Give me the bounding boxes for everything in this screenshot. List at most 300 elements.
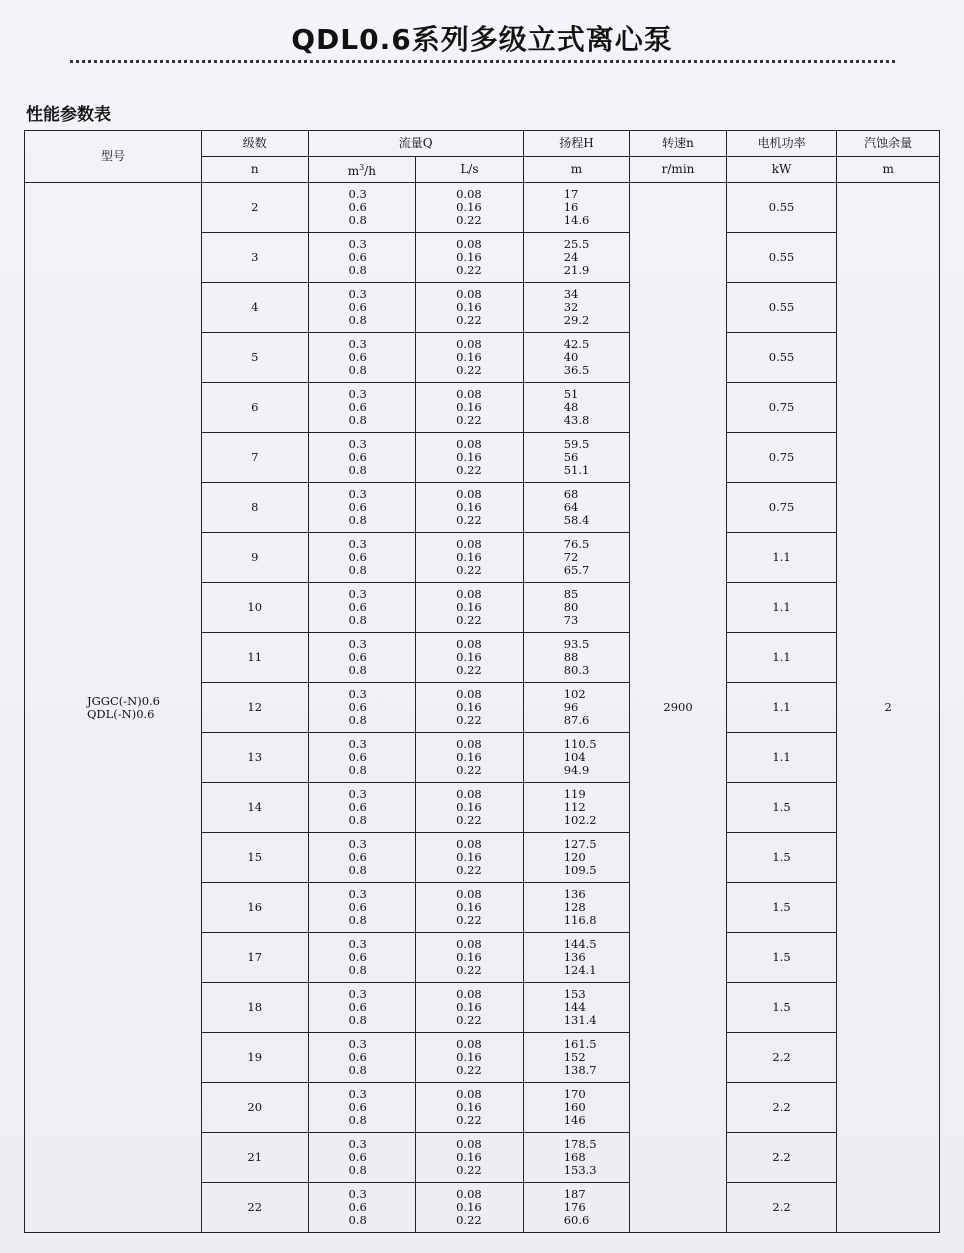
cell-value: 36.5 — [563, 363, 590, 377]
cell-value: 102.2 — [563, 813, 597, 827]
cell-value: 0.08 — [456, 687, 482, 701]
flow-ls-cell — [416, 533, 524, 583]
flow-m3h-cell — [308, 633, 416, 683]
flow-m3h-cell — [308, 833, 416, 883]
cell-value: 160 — [563, 1100, 586, 1114]
stages-cell: 12 — [201, 683, 308, 733]
head-cell — [523, 433, 630, 483]
cell-value: 0.6 — [348, 300, 367, 314]
cell-value: 0.22 — [456, 1013, 482, 1027]
flow-m3h-cell — [308, 1033, 416, 1083]
cell-value: 0.22 — [456, 713, 482, 727]
stages-cell: 8 — [201, 483, 308, 533]
cell-value: 0.08 — [456, 987, 482, 1001]
head-cell — [523, 1083, 630, 1133]
cell-value: 0.16 — [456, 450, 482, 464]
cell-value: 0.16 — [456, 950, 482, 964]
stages-cell: 7 — [201, 433, 308, 483]
flow-m3h-cell — [308, 433, 416, 483]
flow-m3h-cell — [308, 933, 416, 983]
stages-cell: 2 — [201, 183, 308, 233]
cell-value: 21.9 — [563, 263, 590, 277]
cell-value: 0.08 — [456, 637, 482, 651]
cell-value: 0.22 — [456, 913, 482, 927]
power-cell: 0.55 — [726, 283, 837, 333]
power-cell: 0.55 — [726, 183, 837, 233]
unit-flow-m3h: $m^3/h$ — [308, 157, 416, 183]
cell-value: 0.16 — [456, 1150, 482, 1164]
cell-value: 0.6 — [348, 850, 367, 864]
power-cell: 0.55 — [726, 333, 837, 383]
cell-value: 136 — [563, 950, 586, 964]
cell-value: 0.6 — [348, 1200, 367, 1214]
cell-value: 0.16 — [456, 1000, 482, 1014]
cell-value: 0.08 — [456, 937, 482, 951]
cell-value: 0.3 — [348, 537, 367, 551]
cell-value: 0.3 — [348, 987, 367, 1001]
cell-value: 178.5 — [563, 1137, 597, 1151]
cell-value: 0.16 — [456, 900, 482, 914]
cell-value: 0.08 — [456, 587, 482, 601]
flow-ls-cell — [416, 1183, 524, 1233]
unit-speed: r/min — [630, 157, 727, 183]
cell-value: 146 — [563, 1113, 586, 1127]
cell-value: 102 — [563, 687, 586, 701]
cell-value: 0.22 — [456, 513, 482, 527]
cell-value: 88 — [563, 650, 579, 664]
cell-value: 0.16 — [456, 600, 482, 614]
head-cell — [523, 583, 630, 633]
cell-value: 127.5 — [563, 837, 597, 851]
cell-value: 0.22 — [456, 363, 482, 377]
cell-value: 128 — [563, 900, 586, 914]
head-cell — [523, 233, 630, 283]
flow-ls-cell — [416, 783, 524, 833]
cell-value: 0.6 — [348, 600, 367, 614]
stages-cell: 16 — [201, 883, 308, 933]
cell-value: 0.6 — [348, 950, 367, 964]
cell-value: 0.16 — [456, 850, 482, 864]
dotted-divider — [70, 60, 895, 67]
cell-value: 64 — [563, 500, 579, 514]
cell-value: 0.6 — [348, 1100, 367, 1114]
flow-m3h-cell — [308, 683, 416, 733]
model-cell — [25, 183, 202, 1233]
power-cell: 0.75 — [726, 433, 837, 483]
table-caption: 性能参数表 — [26, 105, 111, 125]
cell-value: 0.3 — [348, 637, 367, 651]
cell-value: 0.22 — [456, 263, 482, 277]
flow-m3h-cell — [308, 333, 416, 383]
cell-value: 0.22 — [456, 863, 482, 877]
cell-value: 104 — [563, 750, 586, 764]
cell-value: 0.8 — [348, 863, 367, 877]
unit-npsh: m — [837, 157, 940, 183]
cell-value: 0.08 — [456, 537, 482, 551]
cell-value: 0.3 — [348, 237, 367, 251]
head-cell — [523, 633, 630, 683]
cell-value: 0.8 — [348, 1063, 367, 1077]
cell-value: 0.08 — [456, 337, 482, 351]
cell-value: 0.3 — [348, 587, 367, 601]
header-speed: 转速n — [630, 131, 727, 157]
flow-m3h-cell — [308, 1083, 416, 1133]
power-cell: 1.1 — [726, 733, 837, 783]
cell-value: 0.8 — [348, 463, 367, 477]
cell-value: 0.3 — [348, 1087, 367, 1101]
head-cell — [523, 833, 630, 883]
cell-value: 119 — [563, 787, 586, 801]
flow-m3h-cell — [308, 783, 416, 833]
cell-value: 0.3 — [348, 487, 367, 501]
cell-value: 144 — [563, 1000, 586, 1014]
stages-cell: 17 — [201, 933, 308, 983]
flow-ls-cell — [416, 183, 524, 233]
cell-value: 0.6 — [348, 1000, 367, 1014]
cell-value: 0.8 — [348, 663, 367, 677]
cell-value: 87.6 — [563, 713, 590, 727]
cell-value: 0.08 — [456, 287, 482, 301]
header-head: 扬程H — [523, 131, 630, 157]
flow-ls-cell — [416, 233, 524, 283]
cell-value: 0.8 — [348, 513, 367, 527]
flow-m3h-cell — [308, 483, 416, 533]
cell-value: 0.22 — [456, 663, 482, 677]
cell-value: 48 — [563, 400, 579, 414]
flow-m3h-cell — [308, 733, 416, 783]
flow-ls-cell — [416, 733, 524, 783]
cell-value: 0.22 — [456, 413, 482, 427]
flow-ls-cell — [416, 583, 524, 633]
header-model: 型号 — [25, 131, 202, 183]
head-cell — [523, 683, 630, 733]
cell-value: 120 — [563, 850, 586, 864]
cell-value: 0.8 — [348, 963, 367, 977]
power-cell: 2.2 — [726, 1183, 837, 1233]
cell-value: 110.5 — [563, 737, 597, 751]
flow-m3h-cell — [308, 383, 416, 433]
cell-value: 0.08 — [456, 1187, 482, 1201]
cell-value: 0.22 — [456, 463, 482, 477]
stages-cell: 15 — [201, 833, 308, 883]
cell-value: 59.5 — [563, 437, 590, 451]
cell-value: 0.8 — [348, 613, 367, 627]
stages-cell: 5 — [201, 333, 308, 383]
power-cell: 1.5 — [726, 983, 837, 1033]
cell-value: 24 — [563, 250, 579, 264]
cell-value: 0.6 — [348, 750, 367, 764]
header-stages: 级数 — [201, 131, 308, 157]
head-cell — [523, 1133, 630, 1183]
head-cell — [523, 333, 630, 383]
flow-m3h-cell — [308, 233, 416, 283]
cell-value: 0.22 — [456, 1063, 482, 1077]
cell-value: 161.5 — [563, 1037, 597, 1051]
flow-ls-cell — [416, 683, 524, 733]
flow-ls-cell — [416, 833, 524, 883]
cell-value: 0.22 — [456, 813, 482, 827]
cell-value: 0.6 — [348, 550, 367, 564]
cell-value: 0.8 — [348, 713, 367, 727]
cell-value: 34 — [563, 287, 579, 301]
cell-value: 0.6 — [348, 500, 367, 514]
flow-ls-cell — [416, 883, 524, 933]
flow-m3h-cell — [308, 1183, 416, 1233]
power-cell: 0.75 — [726, 383, 837, 433]
cell-value: 25.5 — [563, 237, 590, 251]
cell-value: 0.16 — [456, 1100, 482, 1114]
cell-value: 0.3 — [348, 837, 367, 851]
flow-ls-cell — [416, 633, 524, 683]
cell-value: 32 — [563, 300, 579, 314]
cell-value: 80 — [563, 600, 579, 614]
cell-value: 0.16 — [456, 800, 482, 814]
stages-cell: 22 — [201, 1183, 308, 1233]
cell-value: 0.8 — [348, 763, 367, 777]
cell-value: 0.6 — [348, 200, 367, 214]
cell-value: 0.3 — [348, 937, 367, 951]
cell-value: 0.6 — [348, 1050, 367, 1064]
cell-value: 0.22 — [456, 963, 482, 977]
cell-value: 187 — [563, 1187, 586, 1201]
power-cell: 0.55 — [726, 233, 837, 283]
cell-value: 17 — [563, 187, 579, 201]
cell-value: 109.5 — [563, 863, 597, 877]
cell-value: 58.4 — [563, 513, 590, 527]
cell-value: 0.16 — [456, 650, 482, 664]
cell-value: 0.8 — [348, 913, 367, 927]
head-cell — [523, 1183, 630, 1233]
head-cell — [523, 933, 630, 983]
cell-value: 0.6 — [348, 350, 367, 364]
flow-m3h-cell — [308, 983, 416, 1033]
flow-m3h-cell — [308, 883, 416, 933]
cell-value: 0.8 — [348, 263, 367, 277]
cell-value: 0.3 — [348, 787, 367, 801]
flow-m3h-cell — [308, 183, 416, 233]
flow-ls-cell — [416, 983, 524, 1033]
cell-value: 56 — [563, 450, 579, 464]
cell-value: 0.6 — [348, 700, 367, 714]
cell-value: 76.5 — [563, 537, 590, 551]
cell-value: 131.4 — [563, 1013, 597, 1027]
cell-value: 42.5 — [563, 337, 590, 351]
flow-m3h-cell — [308, 533, 416, 583]
cell-value: 0.08 — [456, 237, 482, 251]
power-cell: 1.5 — [726, 933, 837, 983]
stages-cell: 6 — [201, 383, 308, 433]
cell-value: 0.16 — [456, 200, 482, 214]
cell-value: 124.1 — [563, 963, 597, 977]
flow-m3h-cell — [308, 583, 416, 633]
cell-value: 112 — [563, 800, 586, 814]
cell-value: 0.16 — [456, 700, 482, 714]
cell-value: 0.08 — [456, 1137, 482, 1151]
cell-value: 0.6 — [348, 250, 367, 264]
cell-value: 168 — [563, 1150, 586, 1164]
cell-value: 43.8 — [563, 413, 590, 427]
performance-table — [24, 130, 940, 1233]
cell-value: 0.08 — [456, 887, 482, 901]
stages-cell: 13 — [201, 733, 308, 783]
cell-value: 0.22 — [456, 613, 482, 627]
unit-stages: n — [201, 157, 308, 183]
cell-value: 0.08 — [456, 387, 482, 401]
cell-value: 0.16 — [456, 400, 482, 414]
cell-value: 0.8 — [348, 1163, 367, 1177]
cell-value: 144.5 — [563, 937, 597, 951]
cell-value: 0.6 — [348, 450, 367, 464]
power-cell: 1.1 — [726, 583, 837, 633]
head-cell — [523, 733, 630, 783]
cell-value: 0.6 — [348, 800, 367, 814]
cell-value: 0.8 — [348, 813, 367, 827]
cell-value: 0.08 — [456, 187, 482, 201]
cell-value: 0.8 — [348, 563, 367, 577]
power-cell: 1.1 — [726, 633, 837, 683]
power-cell: 1.5 — [726, 783, 837, 833]
power-cell: 2.2 — [726, 1083, 837, 1133]
header-npsh: 汽蚀余量 — [837, 131, 940, 157]
cell-value: 0.08 — [456, 437, 482, 451]
cell-value: 0.16 — [456, 750, 482, 764]
flow-m3h-cell — [308, 1133, 416, 1183]
flow-ls-cell — [416, 1033, 524, 1083]
page-title: QDL0.6系列多级立式离心泵 — [291, 23, 673, 56]
cell-value: 152 — [563, 1050, 586, 1064]
head-cell — [523, 1033, 630, 1083]
cell-value: 0.22 — [456, 1213, 482, 1227]
power-cell: 1.1 — [726, 683, 837, 733]
head-cell — [523, 883, 630, 933]
cell-value: 170 — [563, 1087, 586, 1101]
cell-value: 176 — [563, 1200, 586, 1214]
cell-value: 68 — [563, 487, 579, 501]
unit-head: m — [523, 157, 630, 183]
head-cell — [523, 383, 630, 433]
cell-value: 0.8 — [348, 1113, 367, 1127]
cell-value: 0.22 — [456, 1113, 482, 1127]
cell-value: 0.6 — [348, 650, 367, 664]
power-cell: 0.75 — [726, 483, 837, 533]
cell-value: 0.8 — [348, 213, 367, 227]
cell-value: 138.7 — [563, 1063, 597, 1077]
cell-value: 0.8 — [348, 363, 367, 377]
model-name: QDL(-N)0.6 — [87, 706, 155, 721]
cell-value: 116.8 — [563, 913, 597, 927]
cell-value: 0.6 — [348, 400, 367, 414]
cell-value: 0.3 — [348, 337, 367, 351]
cell-value: 96 — [563, 700, 579, 714]
cell-value: 0.3 — [348, 1137, 367, 1151]
unit-power: kW — [726, 157, 837, 183]
header-row — [25, 131, 940, 157]
cell-value: 0.3 — [348, 287, 367, 301]
cell-value: 0.3 — [348, 687, 367, 701]
npsh-cell: 2 — [837, 183, 940, 1233]
stages-cell: 20 — [201, 1083, 308, 1133]
header-flow: 流量Q — [308, 131, 523, 157]
cell-value: 16 — [563, 200, 579, 214]
cell-value: 136 — [563, 887, 586, 901]
cell-value: 0.08 — [456, 1037, 482, 1051]
cell-value: 73 — [563, 613, 579, 627]
flow-ls-cell — [416, 1083, 524, 1133]
cell-value: 51 — [563, 387, 579, 401]
cell-value: 0.08 — [456, 1087, 482, 1101]
flow-ls-cell — [416, 333, 524, 383]
speed-cell: 2900 — [630, 183, 727, 1233]
cell-value: 29.2 — [563, 313, 590, 327]
stages-cell: 19 — [201, 1033, 308, 1083]
head-cell — [523, 533, 630, 583]
model-name: JGGC(-N)0.6 — [87, 693, 160, 708]
cell-value: 153.3 — [563, 1163, 597, 1177]
cell-value: 0.3 — [348, 1187, 367, 1201]
cell-value: 0.3 — [348, 437, 367, 451]
stages-cell: 21 — [201, 1133, 308, 1183]
cell-value: 0.08 — [456, 737, 482, 751]
cell-value: 94.9 — [563, 763, 590, 777]
cell-value: 0.16 — [456, 500, 482, 514]
cell-value: 0.8 — [348, 1013, 367, 1027]
stages-cell: 18 — [201, 983, 308, 1033]
power-cell: 1.5 — [726, 883, 837, 933]
cell-value: 0.3 — [348, 1037, 367, 1051]
cell-value: 72 — [563, 550, 579, 564]
cell-value: 0.22 — [456, 213, 482, 227]
cell-value: 60.6 — [563, 1213, 590, 1227]
stages-cell: 14 — [201, 783, 308, 833]
cell-value: 40 — [563, 350, 579, 364]
table-row — [25, 183, 940, 233]
cell-value: 0.6 — [348, 900, 367, 914]
cell-value: 0.22 — [456, 1163, 482, 1177]
power-cell: 1.1 — [726, 533, 837, 583]
cell-value: 0.16 — [456, 550, 482, 564]
cell-value: 0.08 — [456, 487, 482, 501]
stages-cell: 4 — [201, 283, 308, 333]
cell-value: 0.08 — [456, 837, 482, 851]
cell-value: 0.3 — [348, 387, 367, 401]
cell-value: 0.16 — [456, 250, 482, 264]
cell-value: 0.08 — [456, 787, 482, 801]
cell-value: 0.16 — [456, 300, 482, 314]
cell-value: 14.6 — [563, 213, 590, 227]
flow-ls-cell — [416, 283, 524, 333]
head-cell — [523, 983, 630, 1033]
unit-flow-ls: L/s — [416, 157, 524, 183]
cell-value: 0.3 — [348, 887, 367, 901]
cell-value: 85 — [563, 587, 579, 601]
cell-value: 0.3 — [348, 187, 367, 201]
power-cell: 2.2 — [726, 1033, 837, 1083]
head-cell — [523, 483, 630, 533]
cell-value: 0.16 — [456, 350, 482, 364]
header-power: 电机功率 — [726, 131, 837, 157]
cell-value: 0.8 — [348, 413, 367, 427]
cell-value: 0.16 — [456, 1050, 482, 1064]
head-cell — [523, 283, 630, 333]
flow-ls-cell — [416, 933, 524, 983]
cell-value: 0.6 — [348, 1150, 367, 1164]
cell-value: 153 — [563, 987, 586, 1001]
cell-value: 0.22 — [456, 763, 482, 777]
flow-ls-cell — [416, 383, 524, 433]
flow-m3h-cell — [308, 283, 416, 333]
stages-cell: 10 — [201, 583, 308, 633]
cell-value: 0.22 — [456, 563, 482, 577]
